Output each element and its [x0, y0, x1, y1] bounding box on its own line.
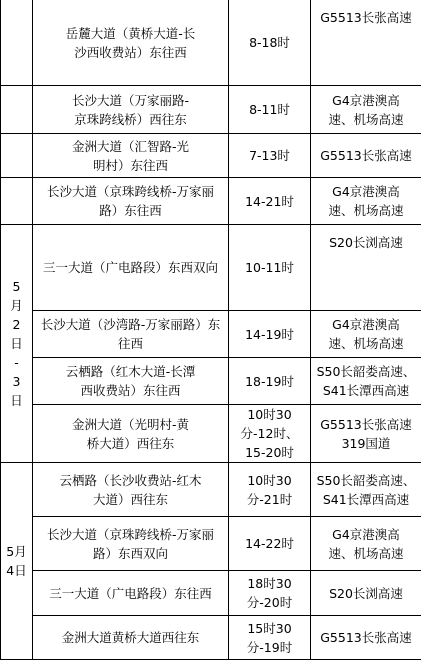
date-cell-empty [1, 86, 33, 134]
road-cell: 三一大道（广电路段）东西双向 [33, 225, 229, 311]
time-cell: 15时30分-19时 [229, 616, 311, 660]
highway-cell: G5513长张高速319国道 [311, 405, 421, 463]
road-cell: 长沙大道（京珠跨线桥-万家丽路）东西双向 [33, 517, 229, 571]
time-cell: 7-13时 [229, 134, 311, 178]
date-cell-may-2-3: 5 月 2 日 - 3 日 [1, 225, 33, 463]
table-row [1, 225, 421, 311]
road-cell: 岳麓大道（黄桥大道-长沙西收费站）东往西 [33, 0, 229, 86]
time-cell: 18时30分-20时 [229, 571, 311, 616]
road-cell: 长沙大道（万家丽路-京珠跨线桥）西往东 [33, 86, 229, 134]
highway-cell: G4京港澳高速、机场高速 [311, 311, 421, 358]
date-cell-empty [1, 178, 33, 225]
highway-cell: S20长浏高速 [311, 225, 421, 311]
road-cell: 三一大道（广电路段）东往西 [33, 571, 229, 616]
road-cell: 长沙大道（京珠跨线桥-万家丽路）东往西 [33, 178, 229, 225]
road-cell: 金洲大道（光明村-黄桥大道）西往东 [33, 405, 229, 463]
table-row [1, 358, 421, 405]
highway-cell: S20长浏高速 [311, 571, 421, 616]
table-row [1, 178, 421, 225]
highway-cell: S50长韶娄高速、S41长潭西高速 [311, 463, 421, 517]
highway-cell: G4京港澳高速、机场高速 [311, 178, 421, 225]
highway-cell: G4京港澳高速、机场高速 [311, 517, 421, 571]
highway-cell: G4京港澳高速、机场高速 [311, 86, 421, 134]
time-cell: 14-19时 [229, 311, 311, 358]
date-cell-empty [1, 134, 33, 178]
road-cell: 金洲大道黄桥大道西往东 [33, 616, 229, 660]
table-row [1, 517, 421, 571]
road-cell: 金洲大道（汇智路-光明村）东往西 [33, 134, 229, 178]
time-cell: 14-21时 [229, 178, 311, 225]
highway-cell: G5513长张高速 [311, 616, 421, 660]
table-row [1, 405, 421, 463]
table-row [1, 0, 421, 86]
table-row [1, 463, 421, 517]
date-cell-empty [1, 0, 33, 86]
time-cell: 14-22时 [229, 517, 311, 571]
highway-cell: G5513长张高速 [311, 0, 421, 86]
road-cell: 云栖路（长沙收费站-红木大道）西往东 [33, 463, 229, 517]
date-cell-may-4: 5月4日 [1, 463, 33, 660]
table-row [1, 311, 421, 358]
road-cell: 长沙大道（沙湾路-万家丽路）东往西 [33, 311, 229, 358]
road-cell: 云栖路（红木大道-长潭西收费站）东往西 [33, 358, 229, 405]
time-cell: 8-11时 [229, 86, 311, 134]
highway-cell: G5513长张高速 [311, 134, 421, 178]
time-cell: 18-19时 [229, 358, 311, 405]
time-cell: 10时30分-12时、15-20时 [229, 405, 311, 463]
time-cell: 8-18时 [229, 0, 311, 86]
time-cell: 10-11时 [229, 225, 311, 311]
highway-cell: S50长韶娄高速、S41长潭西高速 [311, 358, 421, 405]
table-row [1, 571, 421, 616]
table-row [1, 86, 421, 134]
time-cell: 10时30分-21时 [229, 463, 311, 517]
table-row [1, 134, 421, 178]
